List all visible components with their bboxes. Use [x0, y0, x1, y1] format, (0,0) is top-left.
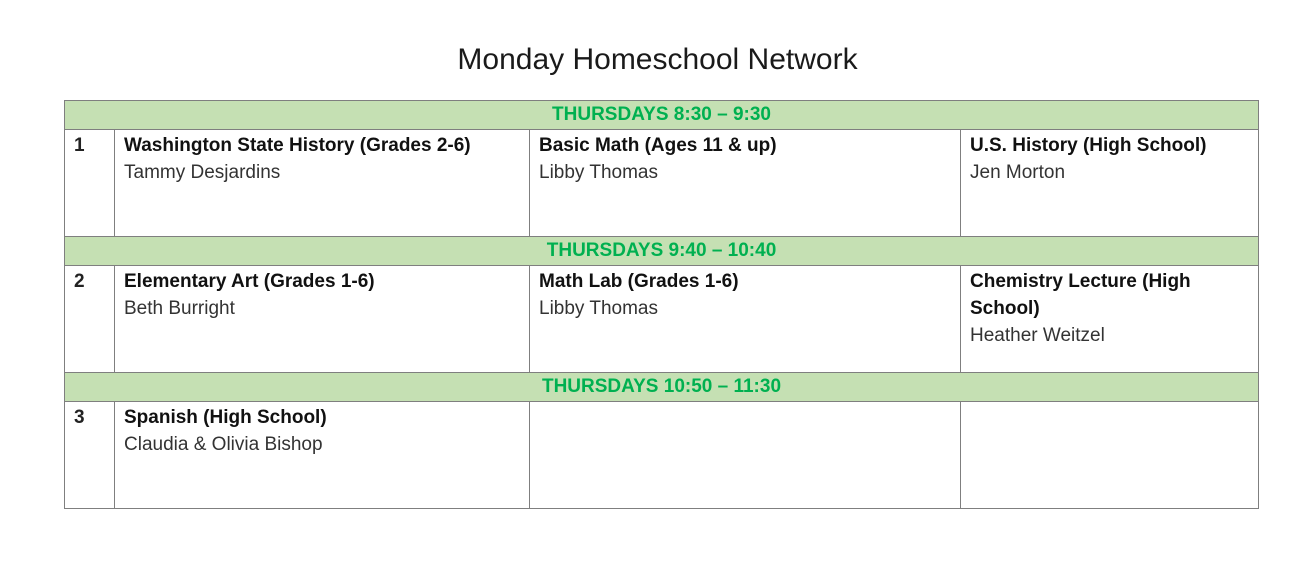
teacher-name: Claudia & Olivia Bishop — [124, 434, 323, 455]
page-title: Monday Homeschool Network — [457, 43, 858, 76]
class-title: Spanish (High School) — [124, 407, 327, 428]
class-title: Elementary Art (Grades 1-6) — [124, 271, 375, 292]
teacher-name: Jen Morton — [970, 162, 1066, 183]
teacher-name: Tammy Desjardins — [124, 162, 281, 183]
class-title: Basic Math (Ages 11 & up) — [539, 135, 777, 156]
time-slot-row — [65, 101, 1259, 130]
row-number: 1 — [65, 130, 115, 237]
time-slot-label: THURSDAYS 10:50 – 11:30 — [65, 373, 1259, 402]
time-slot-label: THURSDAYS 9:40 – 10:40 — [65, 237, 1259, 266]
class-cell — [961, 130, 1259, 237]
row-number: 2 — [65, 266, 115, 373]
teacher-name: Beth Burright — [124, 298, 235, 319]
teacher-name: Heather Weitzel — [970, 325, 1105, 346]
class-row — [65, 266, 1259, 373]
class-title: Math Lab (Grades 1-6) — [539, 271, 739, 292]
class-title: U.S. History (High School) — [970, 135, 1207, 156]
time-slot-row — [65, 373, 1259, 402]
class-title: Chemistry Lecture (High School) — [970, 271, 1191, 319]
class-cell-empty — [530, 402, 961, 509]
class-cell — [530, 130, 961, 237]
class-cell — [961, 266, 1259, 373]
class-cell — [115, 130, 530, 237]
class-title: Washington State History (Grades 2-6) — [124, 135, 471, 156]
schedule-table — [64, 100, 1259, 509]
class-cell — [530, 266, 961, 373]
row-number: 3 — [65, 402, 115, 509]
class-cell — [115, 266, 530, 373]
teacher-name: Libby Thomas — [539, 298, 658, 319]
class-row — [65, 402, 1259, 509]
teacher-name: Libby Thomas — [539, 162, 658, 183]
class-cell — [115, 402, 530, 509]
class-cell-empty — [961, 402, 1259, 509]
class-row — [65, 130, 1259, 237]
time-slot-label: THURSDAYS 8:30 – 9:30 — [65, 101, 1259, 130]
time-slot-row — [65, 237, 1259, 266]
